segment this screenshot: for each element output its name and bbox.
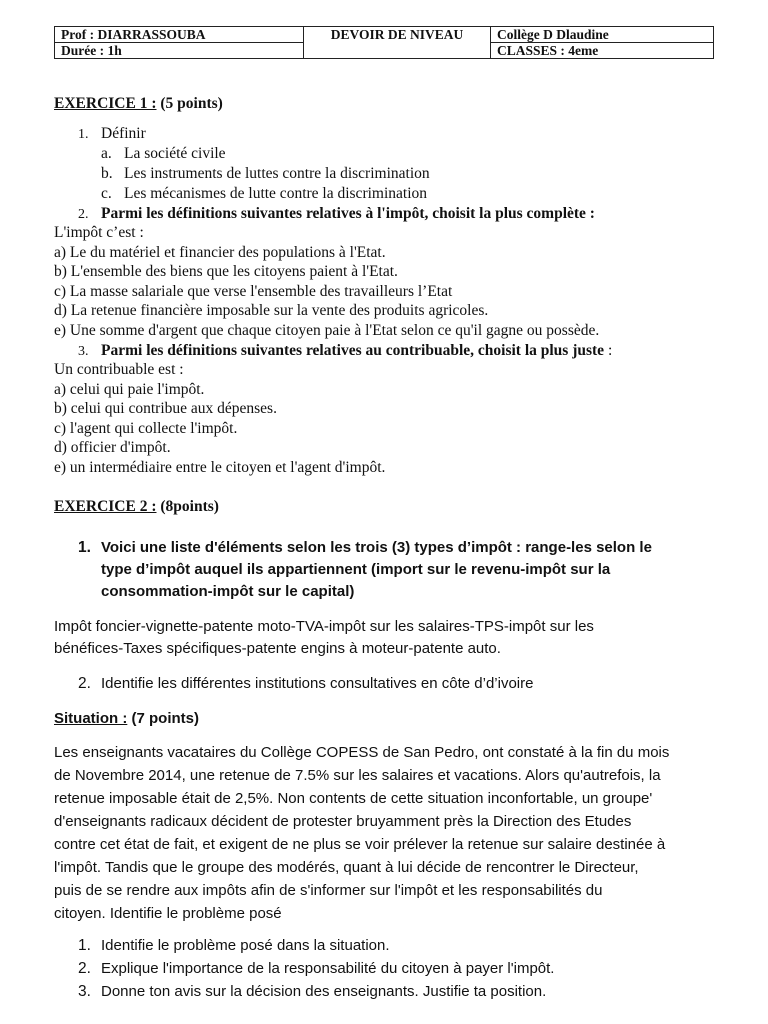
ex2-list-line2: bénéfices-Taxes spécifiques-patente engins à moteur-patente auto. — [54, 640, 501, 657]
situation-q1-text: Identifie le problème posé dans la situation. — [101, 937, 390, 954]
situation-q1-num: 1. — [78, 937, 91, 954]
ex1-q2-option-b: b) L'ensemble des biens que les citoyens paient à l'Etat. — [54, 263, 398, 280]
situation-line-4: d'enseignants radicaux décident de protester bruyamment près la Direction des Etudes — [54, 813, 632, 830]
ex1-q2-option-e: e) Une somme d'argent que chaque citoyen paie à l'Etat selon ce qu'il gagne ou possède. — [54, 322, 600, 339]
situation-line-1: Les enseignants vacataires du Collège COPESS de San Pedro, ont constaté à la fin du mois — [54, 744, 670, 761]
ex1-q2-intro: L'impôt c’est : — [54, 224, 144, 241]
header-prof: Prof : DIARRASSOUBA — [55, 27, 304, 43]
ex1-title: EXERCICE 1 : — [54, 95, 157, 112]
ex2-q1-line1: Voici une liste d'éléments selon les trois (3) types d’impôt : range-les selon le — [101, 539, 652, 556]
ex2-list-line1: Impôt foncier-vignette-patente moto-TVA-impôt sur les salaires-TPS-impôt sur les — [54, 618, 594, 635]
ex1-q1-c-letter: c. — [101, 185, 112, 202]
header-duree: Durée : 1h — [55, 43, 304, 59]
header-college: Collège D Dlaudine — [491, 27, 714, 43]
ex2-heading — [54, 497, 219, 517]
ex1-q3-option-a: a) celui qui paie l'impôt. — [54, 381, 205, 398]
header-devoir: DEVOIR DE NIVEAU — [304, 27, 491, 59]
ex2-q2-num: 2. — [78, 675, 91, 692]
situation-q2-text: Explique l'importance de la responsabilité du citoyen à payer l'impôt. — [101, 960, 555, 977]
ex1-q3-text: Parmi les définitions suivantes relatives au contribuable, choisit la plus juste — [101, 342, 605, 359]
ex1-q1-a-text: La société civile — [124, 145, 226, 162]
situation-heading — [54, 709, 199, 729]
ex1-q1-b-letter: b. — [101, 165, 113, 182]
ex2-q1-line2: type d’impôt auquel ils appartiennent (import sur le revenu-impôt sur la — [101, 561, 611, 578]
situation-q2-num: 2. — [78, 960, 91, 977]
header-table — [54, 26, 714, 59]
ex2-q2-text: Identifie les différentes institutions consultatives en côte d’d’ivoire — [101, 675, 534, 692]
situation-line-5: contre cet état de fait, et exigent de ne plus se voir prélever la retenue sur salaire destinée à — [54, 836, 666, 853]
situation-line-3: retenue imposable était de 2,5%. Non contents de cette situation inconfortable, un groupe' — [54, 790, 653, 807]
situation-title: Situation : — [54, 710, 128, 727]
situation-points: (7 points) — [127, 710, 199, 727]
ex1-q2-num: 2. — [78, 207, 89, 222]
ex2-title: EXERCICE 2 : — [54, 498, 157, 515]
situation-line-6: l'impôt. Tandis que le groupe des modérés, quant à lui décide de rencontrer le Directeur, — [54, 859, 639, 876]
ex1-q3-option-b: b) celui qui contribue aux dépenses. — [54, 400, 277, 417]
ex1-q2-text: Parmi les définitions suivantes relatives à l'impôt, choisit la plus complète : — [101, 205, 595, 222]
situation-line-8: citoyen. Identifie le problème posé — [54, 905, 282, 922]
situation-line-2: de Novembre 2014, une retenue de 7.5% sur les salaires et vacations. Alors qu'autrefois, la — [54, 767, 661, 784]
ex1-q3-line — [101, 341, 612, 361]
ex1-q2-option-c: c) La masse salariale que verse l'ensemble des travailleurs l’Etat — [54, 283, 453, 300]
ex1-points: (5 points) — [156, 95, 223, 112]
ex2-points: (8points) — [156, 498, 219, 515]
ex1-q3-num: 3. — [78, 344, 89, 359]
ex1-q1-num: 1. — [78, 127, 89, 142]
ex1-q1-b-text: Les instruments de luttes contre la discrimination — [124, 165, 430, 182]
ex1-q2-option-a: a) Le du matériel et financier des populations à l'Etat. — [54, 244, 386, 261]
ex1-q1-a-letter: a. — [101, 145, 112, 162]
header-classes: CLASSES : 4eme — [491, 43, 714, 59]
ex1-q3-intro: Un contribuable est : — [54, 361, 184, 378]
situation-line-7: puis de se rendre aux impôts afin de s'informer sur l'impôt et les responsabilités du — [54, 882, 603, 899]
situation-q3-num: 3. — [78, 983, 91, 1000]
situation-q3-text: Donne ton avis sur la décision des enseignants. Justifie ta position. — [101, 983, 547, 1000]
ex2-q1-num: 1. — [78, 539, 91, 556]
ex1-q1-c-text: Les mécanismes de lutte contre la discrimination — [124, 185, 428, 202]
ex1-q3-option-e: e) un intermédiaire entre le citoyen et l'agent d'impôt. — [54, 459, 386, 476]
ex1-q2-option-d: d) La retenue financière imposable sur la vente des produits agricoles. — [54, 302, 489, 319]
ex1-q3-option-d: d) officier d'impôt. — [54, 439, 171, 456]
ex1-q3-colon: : — [604, 342, 613, 359]
ex1-q3-option-c: c) l'agent qui collecte l'impôt. — [54, 420, 238, 437]
ex1-q1-text: Définir — [101, 125, 146, 142]
ex1-heading — [54, 94, 223, 114]
ex2-q1-line3: consommation-impôt sur le capital) — [101, 583, 355, 600]
